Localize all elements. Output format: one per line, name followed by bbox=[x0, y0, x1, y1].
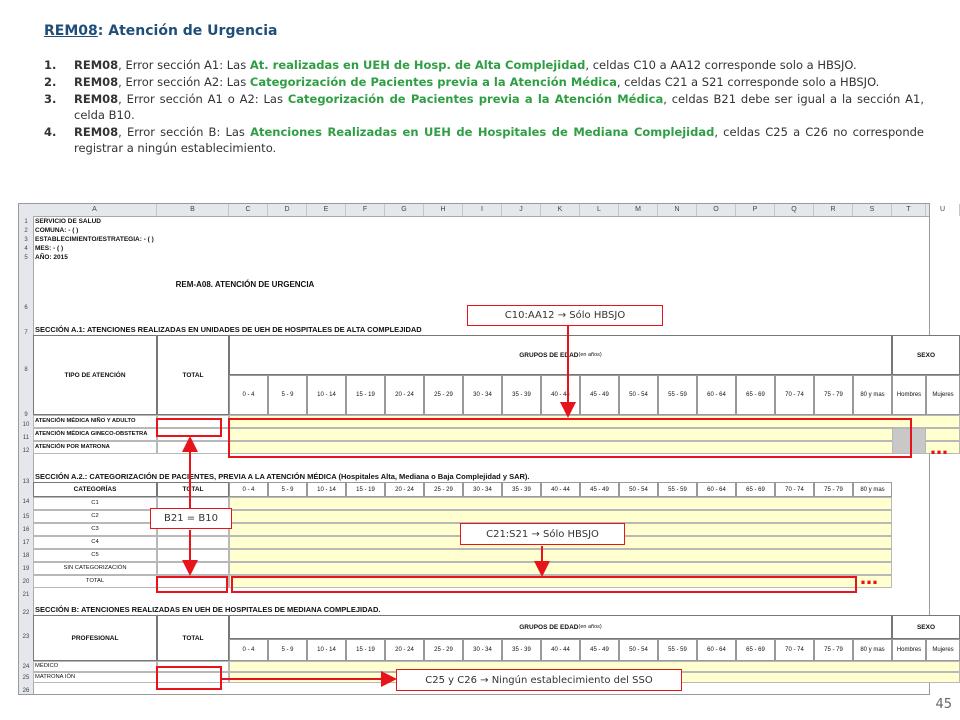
en-anos-label: (en años) bbox=[578, 624, 602, 630]
b-age-cell: 15 - 19 bbox=[346, 639, 385, 661]
note-number: 4. bbox=[44, 125, 57, 139]
note-number: 1. bbox=[44, 58, 57, 72]
a2-row-text: SIN CATEGORIZACIÓN bbox=[63, 565, 127, 571]
row-number: 2 bbox=[24, 228, 28, 234]
section-a1-heading: SECCIÓN A.1: ATENCIONES REALIZADAS EN UNIDADES DE UEH DE HOSPITALES DE ALTA COMPLEJIDAD bbox=[35, 325, 422, 334]
b-age-cell: 20 - 24 bbox=[385, 639, 424, 661]
callout-c25-c26: C25 y C26 → Ningún establecimiento del SSO bbox=[396, 669, 682, 691]
callout-b21: B21 = B10 bbox=[150, 508, 232, 529]
a2-age-cell: 15 - 19 bbox=[346, 482, 385, 497]
column-letter: L bbox=[580, 204, 619, 216]
row-number: 1 bbox=[24, 219, 28, 225]
note-text: , Error sección A1: Las bbox=[118, 58, 250, 72]
a2-age-cell: 70 - 74 bbox=[775, 482, 814, 497]
profesional-header: PROFESIONAL bbox=[33, 615, 157, 661]
row-number: 9 bbox=[24, 412, 28, 418]
sexo-header: SEXO bbox=[892, 335, 960, 375]
age-group-cell: 75 - 79 bbox=[814, 375, 853, 415]
column-letter: C bbox=[229, 204, 268, 216]
b-age-cell: 10 - 14 bbox=[307, 639, 346, 661]
section-a2-heading: SECCIÓN A.2.: CATEGORIZACIÓN DE PACIENTES, PREVIA A LA ATENCIÓN MÉDICA (Hospitales Alta, Mediana o Baja Complejidad y SAR). bbox=[35, 472, 530, 481]
header-line: MES: - ( ) bbox=[35, 245, 64, 252]
b-age-cell: 0 - 4 bbox=[229, 639, 268, 661]
note-text: , celdas C21 a S21 corresponde solo a HBSJO. bbox=[616, 75, 880, 89]
row-number: 5 bbox=[24, 255, 28, 261]
age-group-cell: 50 - 54 bbox=[619, 375, 658, 415]
header-line: SERVICIO DE SALUD bbox=[35, 218, 101, 225]
b-age-cell: 30 - 34 bbox=[463, 639, 502, 661]
age-group-cell: 55 - 59 bbox=[658, 375, 697, 415]
column-letter: D bbox=[268, 204, 307, 216]
column-letter: R bbox=[814, 204, 853, 216]
column-letter: K bbox=[541, 204, 580, 216]
b-age-cell: 25 - 29 bbox=[424, 639, 463, 661]
column-letter: Q bbox=[775, 204, 814, 216]
age-group-cell: 45 - 49 bbox=[580, 375, 619, 415]
note-text: , celdas C25 a C26 no corresponde registrar a ningún establecimiento. bbox=[74, 125, 924, 155]
b-age-cell: 5 - 9 bbox=[268, 639, 307, 661]
age-group-cell: 30 - 34 bbox=[463, 375, 502, 415]
a1-row-text: ATENCIÓN POR MATRONA bbox=[35, 444, 110, 450]
b-row-text: MÉDICO bbox=[35, 663, 59, 669]
row-number: 17 bbox=[22, 540, 30, 546]
b-age-cell: 80 y mas bbox=[853, 639, 892, 661]
callout-c10-aa12: C10:AA12 → Sólo HBSJO bbox=[467, 305, 663, 326]
row-number: 19 bbox=[22, 566, 30, 572]
b-sexo-header: SEXO bbox=[892, 615, 960, 639]
age-group-cell: 15 - 19 bbox=[346, 375, 385, 415]
total-header: TOTAL bbox=[157, 335, 229, 415]
a2-age-cell: 60 - 64 bbox=[697, 482, 736, 497]
b-age-cell: 60 - 64 bbox=[697, 639, 736, 661]
note-highlight: Atenciones Realizadas en UEH de Hospitales de Mediana Complejidad bbox=[250, 125, 715, 139]
a2-age-cell: 20 - 24 bbox=[385, 482, 424, 497]
grupos-edad-label: GRUPOS DE EDAD bbox=[519, 351, 579, 359]
header-line: COMUNA: - ( ) bbox=[35, 227, 79, 234]
a2-row-text: C4 bbox=[91, 539, 99, 545]
a2-age-cell: 80 y mas bbox=[853, 482, 892, 497]
a2-age-cell: 10 - 14 bbox=[307, 482, 346, 497]
a2-total-header: TOTAL bbox=[157, 482, 229, 497]
ellipsis-a2: … bbox=[860, 568, 879, 589]
b-age-cell: 45 - 49 bbox=[580, 639, 619, 661]
a2-row-text: C3 bbox=[91, 526, 99, 532]
row-number: 14 bbox=[22, 499, 30, 505]
a2-age-cell: 75 - 79 bbox=[814, 482, 853, 497]
a2-row-text: C5 bbox=[91, 552, 99, 558]
header-line: ESTABLECIMIENTO/ESTRATEGIA: - ( ) bbox=[35, 236, 154, 243]
column-letter: I bbox=[463, 204, 502, 216]
column-letter: B bbox=[157, 204, 229, 216]
a2-age-cell: 50 - 54 bbox=[619, 482, 658, 497]
note-number: 3. bbox=[44, 92, 57, 106]
title-code: REM08 bbox=[44, 23, 98, 39]
note-code: REM08 bbox=[74, 125, 119, 139]
age-group-cell: 25 - 29 bbox=[424, 375, 463, 415]
hombres-cell: Hombres bbox=[892, 375, 926, 415]
row-number: 26 bbox=[22, 688, 30, 694]
row-number: 18 bbox=[22, 553, 30, 559]
row-number: 4 bbox=[24, 246, 28, 252]
categorias-header: CATEGORÍAS bbox=[33, 482, 157, 497]
column-letter: S bbox=[853, 204, 892, 216]
column-letter: P bbox=[736, 204, 775, 216]
a2-age-cell: 35 - 39 bbox=[502, 482, 541, 497]
row-number: 22 bbox=[22, 610, 30, 616]
age-group-cell: 65 - 69 bbox=[736, 375, 775, 415]
column-letter: M bbox=[619, 204, 658, 216]
age-group-cell: 40 - 44 bbox=[541, 375, 580, 415]
note-text: , celdas C10 a AA12 corresponde solo a HBSJO. bbox=[585, 58, 857, 72]
callout-c21-s21: C21:S21 → Sólo HBSJO bbox=[460, 523, 625, 545]
b-total-header: TOTAL bbox=[157, 615, 229, 661]
age-group-cell: 70 - 74 bbox=[775, 375, 814, 415]
title-rest: : Atención de Urgencia bbox=[97, 23, 278, 39]
row-number: 24 bbox=[22, 664, 30, 670]
column-letter: E bbox=[307, 204, 346, 216]
section-b-heading: SECCIÓN B: ATENCIONES REALIZADAS EN UEH DE HOSPITALES DE MEDIANA COMPLEJIDAD. bbox=[35, 605, 381, 614]
a2-row-text: TOTAL bbox=[85, 578, 105, 584]
row-number: 23 bbox=[22, 634, 30, 640]
b-mujeres-cell: Mujeres bbox=[926, 639, 960, 661]
column-letter: F bbox=[346, 204, 385, 216]
a2-row-text: C1 bbox=[91, 500, 99, 506]
note-code: REM08 bbox=[74, 75, 119, 89]
a2-age-cell: 55 - 59 bbox=[658, 482, 697, 497]
b-age-cell: 55 - 59 bbox=[658, 639, 697, 661]
a2-age-cell: 40 - 44 bbox=[541, 482, 580, 497]
a2-age-cell: 45 - 49 bbox=[580, 482, 619, 497]
note-highlight: Categorización de Pacientes previa a la Atención Médica bbox=[249, 75, 617, 89]
a2-age-cell: 30 - 34 bbox=[463, 482, 502, 497]
note-text: , Error sección A1 o A2: Las bbox=[118, 92, 288, 106]
row-number: 8 bbox=[24, 367, 28, 373]
note-text: , Error sección A2: Las bbox=[118, 75, 250, 89]
a1-row-text: ATENCIÓN MÉDICA GINECO-OBSTETRA bbox=[35, 431, 148, 437]
age-group-cell: 35 - 39 bbox=[502, 375, 541, 415]
column-letter: A bbox=[33, 204, 157, 216]
a2-row-text: C2 bbox=[91, 513, 99, 519]
b-age-cell: 40 - 44 bbox=[541, 639, 580, 661]
age-group-cell: 10 - 14 bbox=[307, 375, 346, 415]
grupos-edad-label: GRUPOS DE EDAD bbox=[519, 623, 579, 631]
b-hombres-cell: Hombres bbox=[892, 639, 926, 661]
mujeres-cell: Mujeres bbox=[926, 375, 960, 415]
row-number: 3 bbox=[24, 237, 28, 243]
row-number: 16 bbox=[22, 527, 30, 533]
header-line: AÑO: 2015 bbox=[35, 254, 68, 261]
column-letter: G bbox=[385, 204, 424, 216]
column-letter: T bbox=[892, 204, 926, 216]
row-number: 15 bbox=[22, 514, 30, 520]
page-number: 45 bbox=[935, 697, 952, 712]
age-group-cell: 20 - 24 bbox=[385, 375, 424, 415]
row-number: 21 bbox=[22, 592, 30, 598]
sheet-main-title: REM-A08. ATENCIÓN DE URGENCIA bbox=[175, 280, 315, 289]
a2-age-cell: 65 - 69 bbox=[736, 482, 775, 497]
b-age-cell: 35 - 39 bbox=[502, 639, 541, 661]
row-number: 11 bbox=[22, 435, 30, 441]
a1-row-text: ATENCIÓN MÉDICA NIÑO Y ADULTO bbox=[35, 418, 136, 424]
a2-age-cell: 5 - 9 bbox=[268, 482, 307, 497]
b-age-cell: 75 - 79 bbox=[814, 639, 853, 661]
row-number: 7 bbox=[24, 330, 28, 336]
note-number: 2. bbox=[44, 75, 57, 89]
column-letter: N bbox=[658, 204, 697, 216]
column-letter: O bbox=[697, 204, 736, 216]
age-group-cell: 0 - 4 bbox=[229, 375, 268, 415]
b-age-cell: 50 - 54 bbox=[619, 639, 658, 661]
tipo-atencion-header: TIPO DE ATENCIÓN bbox=[33, 335, 157, 415]
row-number: 13 bbox=[22, 479, 30, 485]
b-age-cell: 70 - 74 bbox=[775, 639, 814, 661]
row-number: 20 bbox=[22, 579, 30, 585]
row-number: 6 bbox=[24, 305, 28, 311]
age-group-cell: 5 - 9 bbox=[268, 375, 307, 415]
note-highlight: At. realizadas en UEH de Hosp. de Alta Complejidad bbox=[249, 58, 586, 72]
b-age-cell: 65 - 69 bbox=[736, 639, 775, 661]
b-row-text: MATRONA IÓN bbox=[35, 674, 76, 680]
a2-age-cell: 25 - 29 bbox=[424, 482, 463, 497]
column-letter: U bbox=[926, 204, 960, 216]
note-highlight: Categorización de Pacientes previa a la Atención Médica bbox=[287, 92, 664, 106]
column-letter: H bbox=[424, 204, 463, 216]
note-text: , celdas B21 debe ser igual a la sección A1, celda B10. bbox=[74, 92, 924, 122]
a2-age-cell: 0 - 4 bbox=[229, 482, 268, 497]
note-code: REM08 bbox=[74, 92, 119, 106]
row-number: 25 bbox=[22, 675, 30, 681]
row-number: 12 bbox=[22, 448, 30, 454]
age-group-cell: 60 - 64 bbox=[697, 375, 736, 415]
row-number: 10 bbox=[22, 422, 30, 428]
ellipsis-a1: … bbox=[930, 438, 949, 459]
age-group-cell: 80 y mas bbox=[853, 375, 892, 415]
en-anos-label: (en años) bbox=[578, 352, 602, 358]
note-code: REM08 bbox=[74, 58, 119, 72]
note-text: , Error sección B: Las bbox=[118, 125, 251, 139]
column-letter: J bbox=[502, 204, 541, 216]
